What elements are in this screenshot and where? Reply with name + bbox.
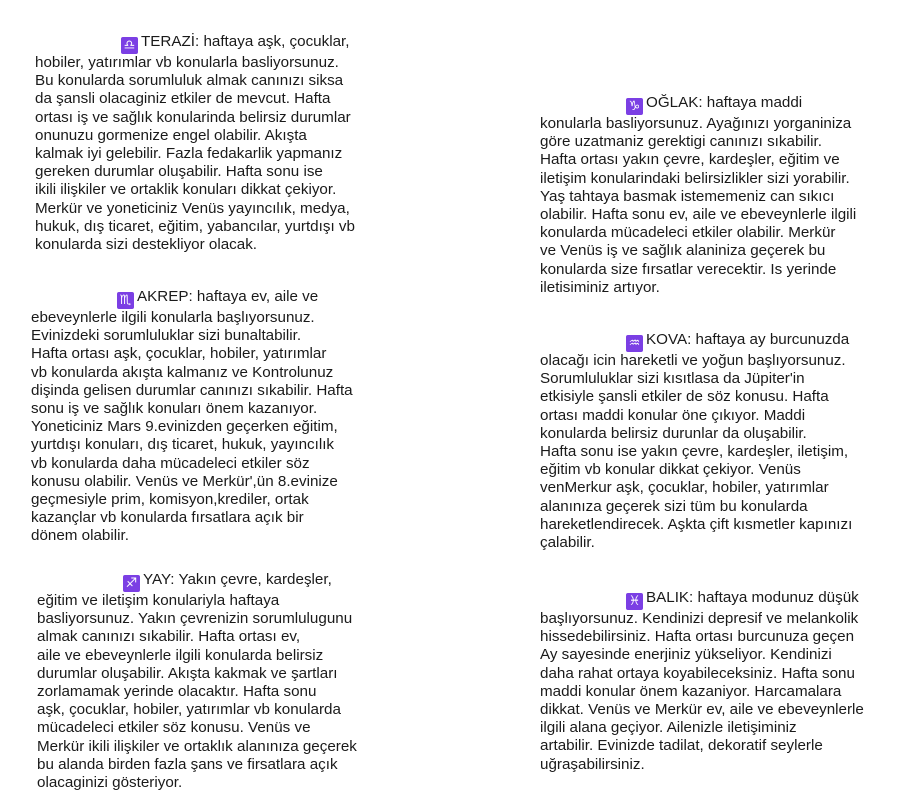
- capricorn-icon: ♑: [626, 98, 643, 115]
- text-line: konularda sizi destekliyor olacak.: [35, 236, 258, 254]
- text-line: bu alanda birden fazla şans ve firsatlara açık: [37, 755, 338, 773]
- text-line: hissedebilirsiniz. Hafta ortası burcunuza geçen: [540, 628, 855, 646]
- text-line: olacaginizi gösteriyor.: [37, 774, 183, 792]
- text-line: olacağı icin hareketli ve yoğun başlıyorsunuz.: [540, 352, 846, 369]
- text-line: mücadeleci etkiler söz konusu. Venüs ve: [37, 719, 311, 737]
- text-line: ebeveynlerle ilgili konularla başlıyorsunuz.: [31, 309, 315, 326]
- text-line: Merkür ve yoneticiniz Venüs yayıncılık, medya,: [35, 199, 350, 217]
- text-line: almak canınızı sıkabilir. Hafta ortası ev,: [37, 628, 301, 646]
- text-line: maddi konular önem kazaniyor. Harcamalara: [540, 682, 842, 700]
- text-line: venMerkur aşk, çocuklar, hobiler, yatırımlar: [540, 479, 829, 497]
- text-line: konusu olabilir. Venüs ve Merkür',ün 8.evinize: [31, 472, 338, 490]
- text-line: gereken durumlar oluşabilir. Hafta sonu ise: [35, 163, 323, 181]
- section-oglak: [540, 94, 856, 297]
- text-line: iletisiminiz artıyor.: [540, 278, 660, 296]
- sagittarius-icon: ♐: [123, 575, 140, 592]
- heading-terazi: ♎ TERAZİ: haftaya aşk, çocuklar,: [35, 33, 355, 54]
- text-line: ikili ilişkiler ve ortaklik konuları dikkat çekiyor.: [35, 181, 337, 199]
- text-line: uğraşabilirsiniz.: [540, 755, 645, 773]
- text-line: geçmesiyle prim, komisyon,krediler, ortak: [31, 491, 309, 509]
- text-line: onunuzu gormenize engel olabilir. Akışta: [35, 126, 307, 144]
- text-line: kazançlar vb konularda fırsatlara açık bir: [31, 509, 304, 527]
- text-line: çalabilir.: [540, 534, 595, 552]
- text-line: etkisiyle şansli etkiler de söz konusu. Hafta: [540, 388, 829, 406]
- text-line: zorlamamak yerinde olacaktır. Hafta sonu: [37, 683, 317, 701]
- aquarius-icon: ♒: [626, 335, 643, 352]
- text-line: konularda size fırsatlar verecektir. Is yerinde: [540, 260, 837, 278]
- text-line: ve Venüs iş ve sağlık alaniniza geçerek bu: [540, 242, 826, 260]
- heading-kova: ♒ KOVA: haftaya ay burcunuzda: [540, 331, 852, 352]
- text-line: hukuk, dış ticaret, eğitim, yabancılar, yurtdışı vb: [35, 217, 355, 235]
- text-line: durumlar oluşabilir. Akışta kakmak ve şartları: [37, 664, 338, 682]
- section-balik: [540, 589, 864, 774]
- text-line: Hafta ortası aşk, çocuklar, hobiler, yatırımlar: [31, 345, 327, 363]
- text-line: dikkat. Venüs ve Merkür ev, aile ve ebeveynlerle: [540, 701, 864, 719]
- text-line: hareketlendirecek. Aşkta çift kısmetler kapınızı: [540, 515, 853, 533]
- pisces-icon: ♓: [626, 593, 643, 610]
- section-kova: [540, 331, 852, 552]
- text-line: dönem olabilir.: [31, 527, 129, 545]
- text-line: konularda mücadeleci etkiler olabilir. Merkür: [540, 224, 836, 242]
- text-line: ortası iş ve sağlık konularinda belirsiz durumlar: [35, 108, 351, 126]
- text-line: daha rahat ortaya koyabileceksiniz. Hafta sonu: [540, 664, 855, 682]
- text-line: alanınıza geçerek sizi tüm bu konularda: [540, 497, 808, 515]
- text-line: artabilir. Evinizde tadilat, dekoratif seylerle: [540, 737, 823, 755]
- libra-icon: ♎: [121, 37, 138, 54]
- text-line: başlıyorsunuz. Kendinizi depresif ve melankolik: [540, 610, 859, 627]
- section-yay: [37, 571, 357, 792]
- text-line: Ay sayesinde enerjiniz yükseliyor. Kendinizi: [540, 646, 832, 664]
- heading-balik: ♓ BALIK: haftaya modunuz düşük: [540, 589, 864, 610]
- text-line: ortası maddi konular öne çıkıyor. Maddi: [540, 406, 806, 424]
- heading-akrep: ♏ AKREP: haftaya ev, aile ve: [31, 288, 353, 309]
- text-line: Hafta sonu ise yakın çevre, kardeşler, iletişim,: [540, 443, 849, 461]
- text-line: konularla basliyorsunuz. Ayağınızı yorganiniza: [540, 115, 852, 132]
- text-line: dişinda gelisen durumlar canınızı sıkabilir. Hafta: [31, 381, 353, 399]
- text-line: Yoneticiniz Mars 9.evinizden geçerken eğitim,: [31, 418, 338, 436]
- text-line: hobiler, yatırımlar vb konularla basliyorsunuz.: [35, 54, 339, 71]
- section-terazi: [35, 33, 355, 254]
- text-line: Bu konularda sorumluluk almak canınızı siksa: [35, 72, 344, 90]
- text-line: Yaş tahtaya basmak istememeniz can sıkıcı: [540, 187, 835, 205]
- text-line: vb konularda daha mücadeleci etkiler söz: [31, 454, 310, 472]
- text-line: Sorumluluklar sizi kısıtlasa da Jüpiter'in: [540, 370, 805, 388]
- text-line: Hafta ortası yakın çevre, kardeşler, eğitim ve: [540, 151, 840, 169]
- text-line: da şansli olacaginiz etkiler de mevcut. Hafta: [35, 90, 331, 108]
- text-line: yurtdışı konuları, dış ticaret, hukuk, yayıncılık: [31, 436, 335, 454]
- text-line: eğitim ve iletişim konulariyla haftaya: [37, 592, 280, 609]
- text-line: ilgili alana geçiyor. Ailenizle iletişiminiz: [540, 719, 797, 737]
- text-line: Merkür ikili ilişkiler ve ortaklık alanınıza geçerek: [37, 737, 357, 755]
- text-line: olabilir. Hafta sonu ev, aile ve ebeveynlerle ilgili: [540, 206, 857, 224]
- text-line: konularda belirsiz durunlar da oluşabilir.: [540, 424, 807, 442]
- text-line: basliyorsunuz. Yakın çevrenizin sorumlulugunu: [37, 610, 353, 628]
- heading-oglak: ♑ OĞLAK: haftaya maddi: [540, 94, 856, 115]
- text-line: aile ve ebeveynlerle ilgili konularda belirsiz: [37, 646, 324, 664]
- heading-yay: ♐ YAY: Yakın çevre, kardeşler,: [37, 571, 357, 592]
- text-line: vb konularda akışta kalmanız ve Kontrolunuz: [31, 363, 334, 381]
- text-line: sonu iş ve sağlık konuları önem kazanıyor.: [31, 400, 318, 418]
- text-line: kalmak iyi gelebilir. Fazla fedakarlik yapmanız: [35, 145, 343, 163]
- section-akrep: [31, 288, 353, 546]
- text-line: iletişim konularindaki belirsizlikler sizi yorabilir.: [540, 169, 850, 187]
- text-line: göre uzatmaniz gerektigi canınızı sıkabilir.: [540, 133, 822, 151]
- text-line: aşk, çocuklar, hobiler, yatırımlar vb konularda: [37, 701, 341, 719]
- scorpio-icon: ♏: [117, 292, 134, 309]
- text-line: Evinizdeki sorumluluklar sizi bunaltabilir.: [31, 327, 302, 345]
- text-line: eğitim vb konular dikkat çekiyor. Venüs: [540, 461, 801, 479]
